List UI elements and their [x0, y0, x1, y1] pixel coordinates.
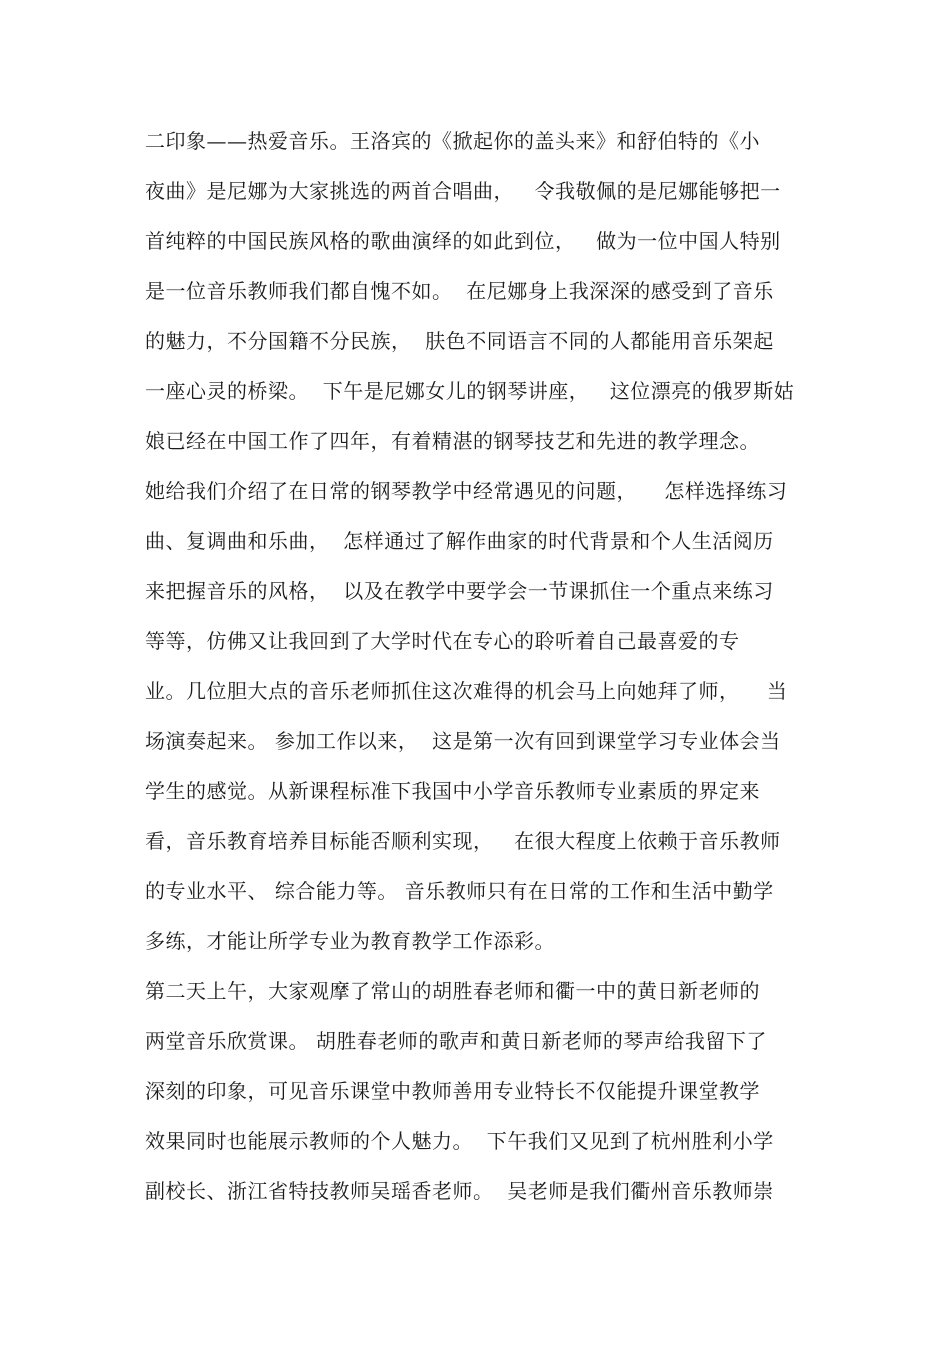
- text-line: 看，音乐教育培养目标能否顺利实现， 在很大程度上依赖于音乐教师: [145, 829, 781, 853]
- text-line: 曲、复调曲和乐曲， 怎样通过了解作曲家的时代背景和个人生活阅历: [145, 529, 774, 553]
- text-line: 一座心灵的桥梁。 下午是尼娜女儿的钢琴讲座， 这位漂亮的俄罗斯姑: [145, 379, 795, 403]
- text-line: 场演奏起来。 参加工作以来， 这是第一次有回到课堂学习专业体会当: [145, 729, 781, 753]
- text-line: 学生的感觉。从新课程标准下我国中小学音乐教师专业素质的界定来: [145, 779, 760, 803]
- text-line: 的魅力，不分国籍不分民族， 肤色不同语言不同的人都能用音乐架起: [145, 329, 774, 353]
- text-line: 二印象——热爱音乐。王洛宾的《掀起你的盖头来》和舒伯特的《小: [145, 129, 760, 153]
- text-line: 副校长、浙江省特技教师吴瑶香老师。 吴老师是我们衢州音乐教师崇: [145, 1179, 774, 1203]
- text-line: 深刻的印象，可见音乐课堂中教师善用专业特长不仅能提升课堂教学: [145, 1079, 760, 1103]
- text-line: 来把握音乐的风格， 以及在教学中要学会一节课抓住一个重点来练习: [145, 579, 774, 603]
- text-line: 娘已经在中国工作了四年，有着精湛的钢琴技艺和先进的教学理念。: [145, 429, 760, 453]
- text-line: 两堂音乐欣赏课。 胡胜春老师的歌声和黄日新老师的琴声给我留下了: [145, 1029, 767, 1053]
- text-line: 的专业水平、 综合能力等。 音乐教师只有在日常的工作和生活中勤学: [145, 879, 774, 903]
- text-line: 她给我们介绍了在日常的钢琴教学中经常遇见的问题， 怎样选择练习: [145, 479, 788, 503]
- text-line: 业。几位胆大点的音乐老师抓住这次难得的机会马上向她拜了师， 当: [145, 679, 788, 703]
- text-line: 是一位音乐教师我们都自愧不如。 在尼娜身上我深深的感受到了音乐: [145, 279, 774, 303]
- text-line: 第二天上午，大家观摩了常山的胡胜春老师和衢一中的黄日新老师的: [145, 979, 760, 1003]
- text-line: 首纯粹的中国民族风格的歌曲演绎的如此到位， 做为一位中国人特别: [145, 229, 781, 253]
- text-line: 效果同时也能展示教师的个人魅力。 下午我们又见到了杭州胜利小学: [145, 1129, 774, 1153]
- text-line: 多练，才能让所学专业为教育教学工作添彩。: [145, 929, 555, 953]
- text-line: 等等，仿佛又让我回到了大学时代在专心的聆听着自己最喜爱的专: [145, 629, 740, 653]
- text-line: 夜曲》是尼娜为大家挑选的两首合唱曲， 令我敬佩的是尼娜能够把一: [145, 179, 781, 203]
